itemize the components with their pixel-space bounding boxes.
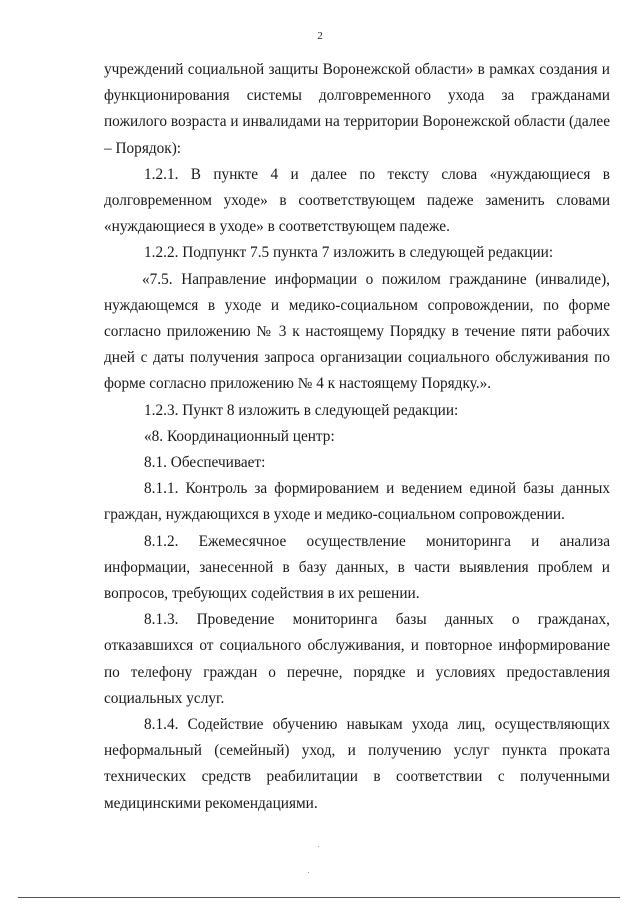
paragraph-1-2-3: 1.2.3. Пункт 8 изложить в следующей редакции:	[144, 401, 459, 419]
paragraph-1-2-2: 1.2.2. Подпункт 7.5 пункта 7 изложить в следующей редакции:	[144, 244, 554, 262]
paragraph-8-1-4: 8.1.4. Содействие обучению навыкам ухода лиц, осуществляющих неформальный (семейный) уход, и получению услуг пункта проката технических средств реабилитации в соответствии с полученными медицинскими рекомендациями.	[104, 716, 610, 812]
scan-speck	[318, 846, 319, 847]
paragraph-7-5: «7.5. Направление информации о пожилом гражданине (инвалиде), нуждающемся в уходе и медико-социальном сопровождении, по форме согласно приложению № 3 к настоящему Порядку в течение пяти рабочих дней с даты получения запроса организации социального обслуживания по форме согласно приложению № 4 к настоящему Порядку.».	[104, 270, 610, 393]
paragraph-8-1: 8.1. Обеспечивает:	[144, 454, 266, 472]
paragraph-1-2-1: 1.2.1. В пункте 4 и далее по тексту слова «нуждающиеся в долговременном уходе» в соответствующем падеже заменить словами «нуждающиеся в уходе» в соответствующем падеже.	[104, 165, 610, 236]
paragraph-8-1-3: 8.1.3. Проведение мониторинга базы данных о гражданах, отказавшихся от социального обслуживания, и повторное информирование по телефону граждан о перечне, порядке и условиях предоставления социальных услуг.	[104, 611, 610, 707]
scan-speck	[308, 872, 309, 873]
page-number: 2	[317, 30, 323, 42]
paragraph-8: «8. Координационный центр:	[144, 427, 335, 445]
paragraph-8-1-1: 8.1.1. Контроль за формированием и ведением единой базы данных граждан, нуждающихся в уходе и медико-социальном сопровождении.	[104, 480, 610, 524]
paragraph-8-1-2: 8.1.2. Ежемесячное осуществление мониторинга и анализа информации, занесенной в базу данных, в части выявления проблем и вопросов, требующих содействия в их решении.	[104, 532, 610, 603]
footer-rule	[18, 897, 620, 898]
paragraph-intro-continued: учреждений социальной защиты Воронежской области» в рамках создания и функционирования системы долговременного ухода за гражданами пожилого возраста и инвалидами на территории Воронежской области (далее – Порядок):	[104, 61, 611, 157]
document-body	[104, 57, 610, 817]
